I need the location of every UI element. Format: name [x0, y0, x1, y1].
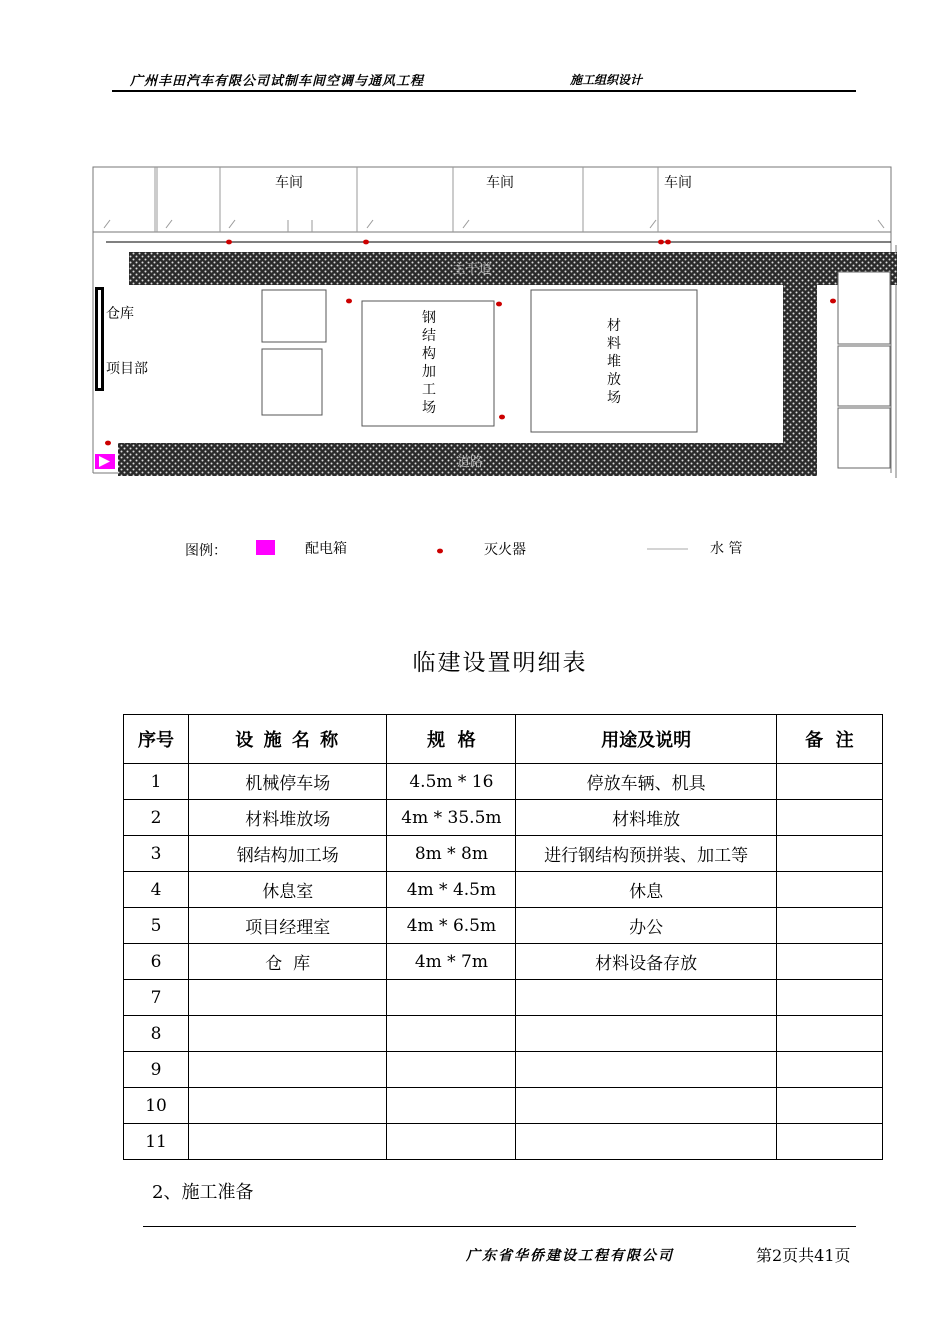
table-cell: 3 [124, 836, 189, 872]
table-cell: 机械停车场 [189, 764, 387, 800]
table-cell: 11 [124, 1124, 189, 1160]
header-remark: 备 注 [776, 715, 882, 764]
facility-table [123, 714, 883, 1160]
warehouse-label: 仓库 [106, 306, 134, 322]
table-cell: 仓 库 [189, 944, 387, 980]
svg-text:钢结构加工场: 钢结构加工场 [422, 310, 436, 416]
table-cell [776, 1052, 882, 1088]
road-top-label: 主干道 [452, 262, 492, 277]
table-cell [776, 908, 882, 944]
workshop-label: 车间 [664, 175, 692, 191]
table-cell: 休息室 [189, 872, 387, 908]
table-cell: 材料堆放 [516, 800, 776, 836]
table-cell [189, 980, 387, 1016]
table-cell [776, 1016, 882, 1052]
legend-power-box: 配电箱 [305, 541, 347, 557]
table-cell [387, 1016, 516, 1052]
table-row [124, 1016, 883, 1052]
table-cell [776, 764, 882, 800]
table-row [124, 944, 883, 980]
site-plan [0, 0, 950, 600]
side-building [838, 272, 890, 344]
table-title: 临建设置明细表 [412, 650, 588, 676]
table-cell: 休息 [516, 872, 776, 908]
table-cell: 2 [124, 800, 189, 836]
extinguisher-legend-icon [437, 549, 443, 554]
table-cell: 4m * 4.5m [387, 872, 516, 908]
table-row [124, 800, 883, 836]
table-cell: 进行钢结构预拼装、加工等 [516, 836, 776, 872]
table-cell: 6 [124, 944, 189, 980]
table-cell: 4.5m * 16 [387, 764, 516, 800]
table-cell: 4m * 6.5m [387, 908, 516, 944]
workshop-label: 车间 [275, 175, 303, 191]
project-office-label: 项目部 [106, 361, 148, 377]
legend-extinguisher: 灭火器 [484, 542, 526, 558]
table-header-row [124, 715, 883, 764]
table-cell: 8m * 8m [387, 836, 516, 872]
table-cell [387, 1052, 516, 1088]
table-cell [387, 980, 516, 1016]
table-cell: 5 [124, 908, 189, 944]
svg-text:材料堆放场: 材料堆放场 [607, 318, 621, 406]
table-cell [189, 1124, 387, 1160]
header-spec: 规 格 [387, 715, 516, 764]
table-cell [189, 1088, 387, 1124]
table-cell: 8 [124, 1016, 189, 1052]
rest-room [262, 290, 326, 342]
table-cell [776, 800, 882, 836]
road-bottom-label: 道路 [456, 455, 484, 470]
table-cell [776, 836, 882, 872]
side-building [838, 408, 890, 468]
table-cell [387, 1124, 516, 1160]
footer-page-number: 第2页共41页 [756, 1246, 851, 1265]
table-row [124, 1124, 883, 1160]
footer-divider [143, 1226, 856, 1227]
table-row [124, 980, 883, 1016]
table-row [124, 908, 883, 944]
table-cell: 材料堆放场 [189, 800, 387, 836]
table-cell [516, 1016, 776, 1052]
table-cell: 4m * 35.5m [387, 800, 516, 836]
table-cell [387, 1088, 516, 1124]
legend-water-pipe: 水 管 [710, 541, 743, 557]
table-cell [776, 944, 882, 980]
table-cell [776, 872, 882, 908]
table-cell [189, 1016, 387, 1052]
table-cell: 4m * 7m [387, 944, 516, 980]
material-yard-label [607, 317, 621, 406]
table-cell [776, 980, 882, 1016]
power-box-legend-icon [256, 540, 275, 555]
table-row [124, 1052, 883, 1088]
table-cell [516, 1088, 776, 1124]
header-usage: 用途及说明 [516, 715, 776, 764]
table-cell: 停放车辆、机具 [516, 764, 776, 800]
table-cell: 材料设备存放 [516, 944, 776, 980]
footer-company: 广东省华侨建设工程有限公司 [466, 1248, 674, 1264]
header-doc-type: 施工组织设计 [570, 73, 643, 87]
table-cell [189, 1052, 387, 1088]
table-cell: 1 [124, 764, 189, 800]
table-cell: 钢结构加工场 [189, 836, 387, 872]
table-row [124, 764, 883, 800]
table-cell: 9 [124, 1052, 189, 1088]
table-cell [516, 1052, 776, 1088]
table-row [124, 872, 883, 908]
table-cell [516, 980, 776, 1016]
road-right [783, 252, 817, 474]
table-cell: 10 [124, 1088, 189, 1124]
header-title: 广州丰田汽车有限公司试制车间空调与通风工程 [130, 74, 425, 89]
table-cell: 4 [124, 872, 189, 908]
table-cell: 项目经理室 [189, 908, 387, 944]
header-name: 设 施 名 称 [189, 715, 387, 764]
legend-title: 图例： [185, 543, 227, 559]
section-heading: 2、施工准备 [152, 1182, 254, 1203]
manager-office [262, 349, 322, 415]
table-row [124, 836, 883, 872]
workshop-label: 车间 [486, 175, 514, 191]
table-cell [516, 1124, 776, 1160]
side-building [838, 346, 890, 406]
road-top [129, 252, 897, 285]
header-no: 序号 [124, 715, 189, 764]
table-row [124, 1088, 883, 1124]
table-cell: 办公 [516, 908, 776, 944]
table-cell [776, 1088, 882, 1124]
table-cell [776, 1124, 882, 1160]
table-cell: 7 [124, 980, 189, 1016]
